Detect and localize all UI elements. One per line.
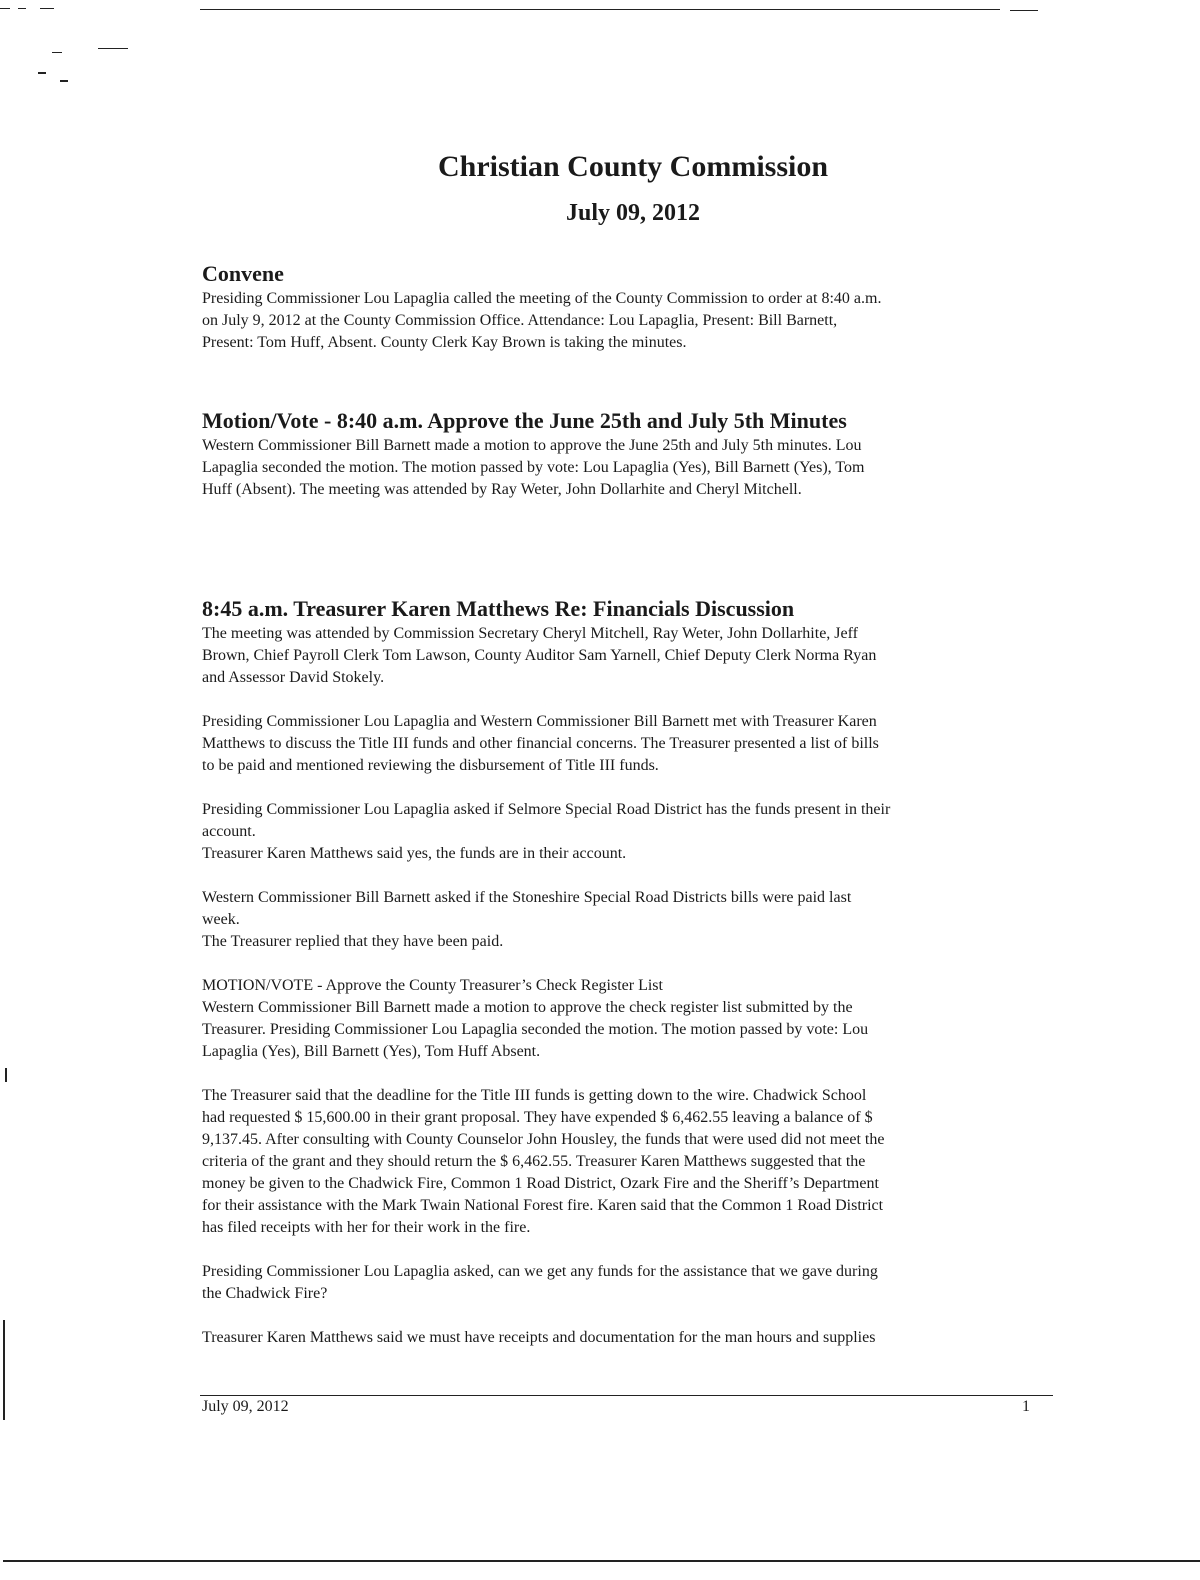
scan-mark [18, 8, 26, 9]
scan-mark [3, 1320, 5, 1420]
paragraph-chadwick-school [202, 1085, 890, 1239]
convene-line: Presiding Commissioner Lou Lapaglia called the meeting of the County Commission to order at 8:40 a.m. [202, 290, 882, 307]
paragraph-line: Lapaglia (Yes), Bill Barnett (Yes), Tom Huff Absent. [202, 1043, 541, 1060]
document-date: July 09, 2012 [565, 200, 700, 226]
paragraph-line: 9,137.45. After consulting with County Counselor John Housley, the funds that were used did not meet the [202, 1131, 885, 1148]
paragraph-line: Western Commissioner Bill Barnett made a motion to approve the check register list submitted by the [202, 999, 853, 1016]
paragraph-line: and Assessor David Stokely. [202, 669, 385, 686]
scan-mark [1010, 10, 1038, 11]
paragraph-line: for their assistance with the Mark Twain National Forest fire. Karen said that the Common 1 Road District [202, 1197, 884, 1214]
paragraph-line: The Treasurer replied that they have been paid. [202, 933, 504, 950]
section-heading: Motion/Vote - 8:40 a.m. Approve the June 25th and July 5th Minutes [202, 408, 847, 433]
scan-mark [60, 80, 68, 82]
convene-line: Present: Tom Huff, Absent. County Clerk Kay Brown is taking the minutes. [202, 334, 687, 351]
footer-date: July 09, 2012 [202, 1398, 289, 1415]
paragraph-line: Western Commissioner Bill Barnett asked if the Stoneshire Special Road Districts bills were paid last [202, 889, 852, 906]
paragraph-line: account. [202, 823, 256, 840]
paragraph-line: MOTION/VOTE - Approve the County Treasurer’s Check Register List [202, 977, 663, 994]
motion-line: Huff (Absent). The meeting was attended by Ray Weter, John Dollarhite and Cheryl Mitchell. [202, 481, 802, 498]
paragraph-selmore [202, 799, 890, 865]
paragraph-receipts [202, 1327, 890, 1349]
document-title: Christian County Commission [437, 150, 829, 183]
paragraph-check-register-motion [202, 975, 890, 1063]
paragraph-line: Presiding Commissioner Lou Lapaglia asked, can we get any funds for the assistance that we gave during [202, 1263, 878, 1280]
paragraph-line: has filed receipts with her for their work in the fire. [202, 1219, 531, 1236]
paragraph-line: The meeting was attended by Commission Secretary Cheryl Mitchell, Ray Weter, John Dollarhite, Jeff [202, 625, 858, 642]
paragraph-line: criteria of the grant and they should return the $ 6,462.55. Treasurer Karen Matthews suggested that the [202, 1153, 866, 1170]
paragraph-line: Treasurer Karen Matthews said we must have receipts and documentation for the man hours and supplies [202, 1329, 876, 1346]
scan-mark [38, 72, 46, 74]
scan-mark [5, 1068, 7, 1082]
section-heading: 8:45 a.m. Treasurer Karen Matthews Re: Financials Discussion [202, 596, 795, 621]
footer-page-number: 1 [1022, 1398, 1030, 1415]
motion-line: Lapaglia seconded the motion. The motion passed by vote: Lou Lapaglia (Yes), Bill Barnett (Yes), Tom [202, 459, 865, 476]
paragraph-line: Presiding Commissioner Lou Lapaglia asked if Selmore Special Road District has the funds present in their [202, 801, 891, 818]
scan-mark [52, 52, 62, 53]
scan-mark [0, 8, 10, 9]
paragraph-line: Matthews to discuss the Title III funds and other financial concerns. The Treasurer presented a list of bills [202, 735, 879, 752]
section-convene [202, 260, 881, 354]
section-treasurer [202, 595, 890, 1349]
convene-line: on July 9, 2012 at the County Commission Office. Attendance: Lou Lapaglia, Present: Bill Barnett, [202, 312, 838, 329]
section-heading: Convene [202, 261, 284, 286]
paragraph-line: had requested $ 15,600.00 in their grant proposal. They have expended $ 6,462.55 leaving a balance of $ [202, 1109, 873, 1126]
scan-mark [40, 8, 54, 9]
paragraph-line: Brown, Chief Payroll Clerk Tom Lawson, County Auditor Sam Yarnell, Chief Deputy Clerk Norma Ryan [202, 647, 877, 664]
scan-mark [200, 9, 1000, 10]
motion-line: Western Commissioner Bill Barnett made a motion to approve the June 25th and July 5th minutes. Lou [202, 437, 862, 454]
footer-divider [200, 1395, 1053, 1396]
section-motion-minutes [202, 407, 864, 501]
paragraph-line: week. [202, 911, 240, 928]
scan-mark [98, 48, 128, 49]
paragraph-attendance [202, 623, 890, 689]
paragraph-line: the Chadwick Fire? [202, 1285, 328, 1302]
paragraph-stoneshire [202, 887, 890, 953]
paragraph-line: The Treasurer said that the deadline for the Title III funds is getting down to the wire. Chadwick School [202, 1087, 867, 1104]
paragraph-line: Treasurer Karen Matthews said yes, the funds are in their account. [202, 845, 627, 862]
paragraph-line: Presiding Commissioner Lou Lapaglia and Western Commissioner Bill Barnett met with Treasurer Karen [202, 713, 877, 730]
paragraph-line: to be paid and mentioned reviewing the disbursement of Title III funds. [202, 757, 659, 774]
paragraph-line: Treasurer. Presiding Commissioner Lou Lapaglia seconded the motion. The motion passed by vote: Lou [202, 1021, 869, 1038]
paragraph-title-iii [202, 711, 890, 777]
paragraph-line: money be given to the Chadwick Fire, Common 1 Road District, Ozark Fire and the Sheriff’s Department [202, 1175, 879, 1192]
scan-mark [3, 1560, 1200, 1562]
paragraph-chadwick-fire-question [202, 1261, 890, 1305]
